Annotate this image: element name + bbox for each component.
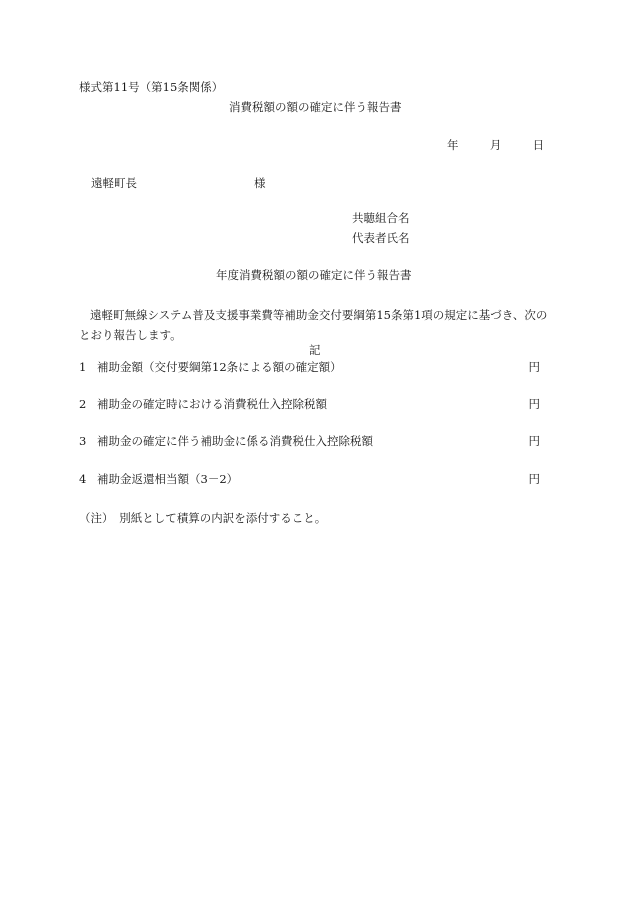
item-unit: 円 [528,360,540,374]
sender-rep: 代表者氏名 [352,231,410,245]
date-year: 年 [447,138,459,152]
subject-title: 年度消費税額の額の確定に伴う報告書 [216,268,412,282]
item-label: 補助金の確定に伴う補助金に係る消費税仕入控除税額 [97,434,373,448]
addressee-honorific: 様 [254,176,266,190]
item-label: 補助金返還相当額（3－2） [97,472,239,486]
item-number: 2 [79,397,87,411]
list-item [79,397,540,413]
date-line [447,138,544,152]
sender-org: 共聴組合名 [352,211,410,225]
item-number: 4 [79,472,87,486]
date-day: 日 [532,138,545,152]
list-item [79,360,540,376]
note-text: （注） 別紙として積算の内訳を添付すること。 [79,511,327,525]
form-number: 様式第11号（第15条関係） [79,80,224,94]
item-label: 補助金額（交付要綱第12条による額の確定額） [97,360,342,374]
item-label: 補助金の確定時における消費税仕入控除税額 [97,397,327,411]
date-month: 月 [489,138,502,152]
item-number: 1 [79,360,87,374]
addressee-name: 遠軽町長 [91,176,137,190]
item-unit: 円 [528,434,540,448]
ki-label: 記 [309,343,321,357]
list-item [79,434,540,450]
header-title: 消費税額の額の確定に伴う報告書 [229,100,402,114]
item-unit: 円 [528,472,540,486]
item-unit: 円 [528,397,540,411]
list-item [79,472,540,488]
item-number: 3 [79,434,87,448]
body-paragraph: 遠軽町無線システム普及支援事業費等補助金交付要綱第15条第1項の規定に基づき、次のとおり報告します。 [79,308,548,342]
